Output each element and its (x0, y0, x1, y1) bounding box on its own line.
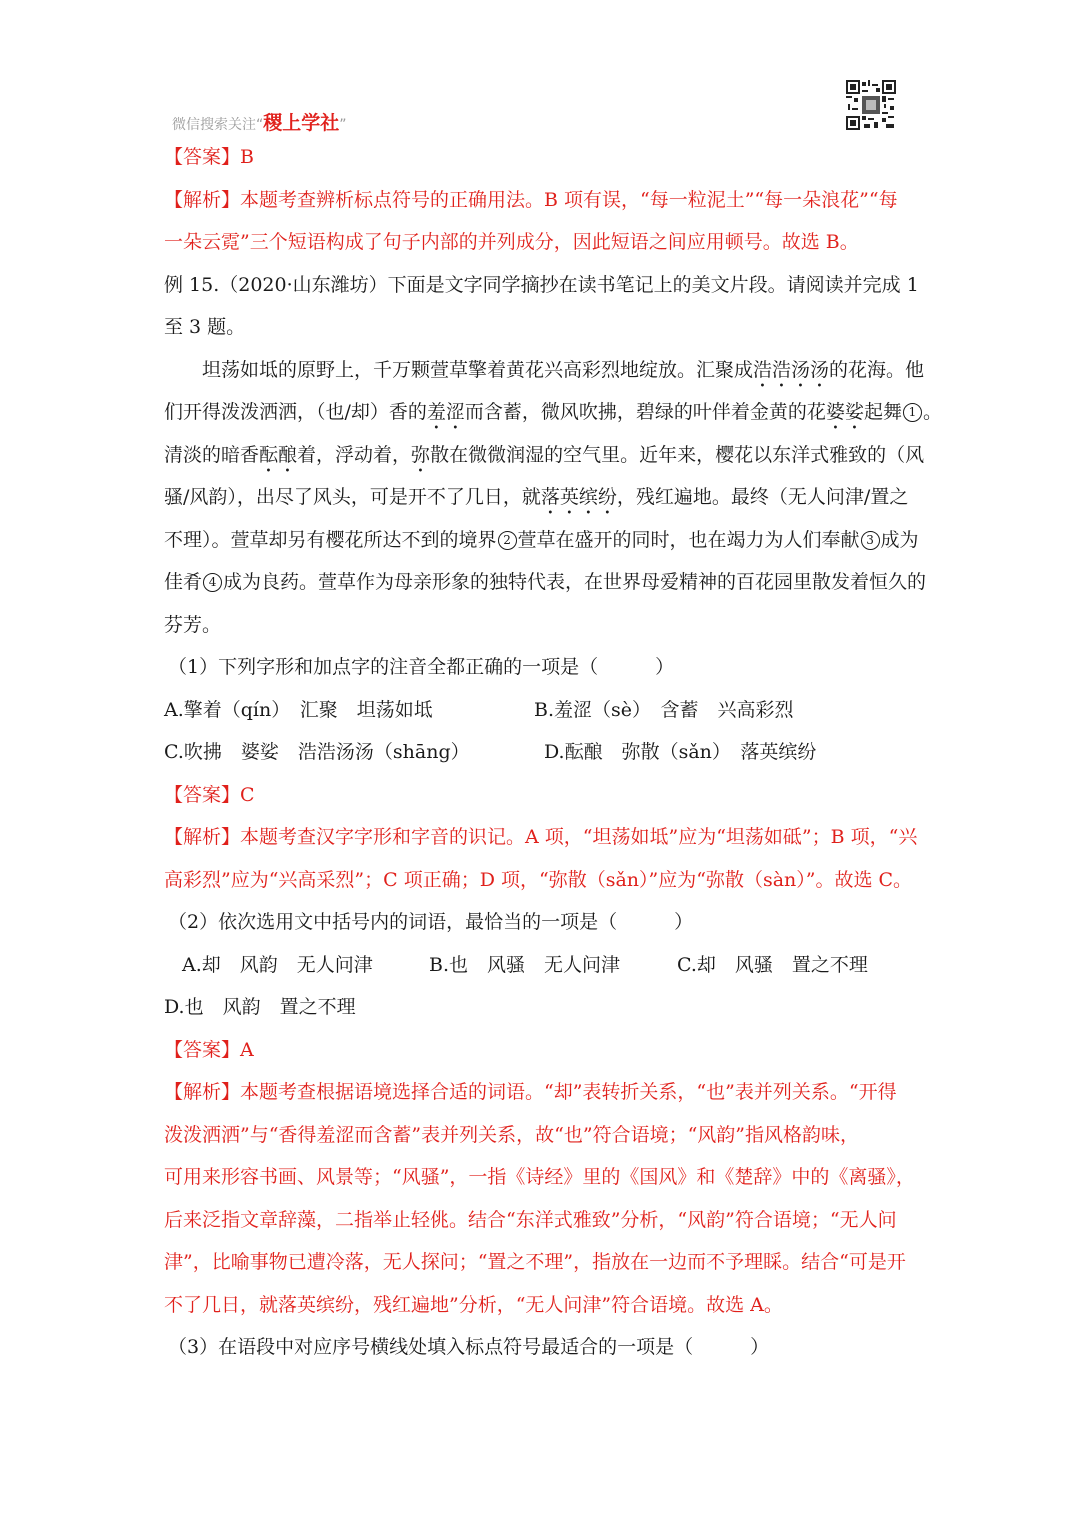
sub2-analysis-line-6: 不了几日，就落英缤纷，残红遍地”分析，“无人问津”符合语境。故选 A。 (164, 1293, 783, 1316)
sub1-analysis-line-2: 高彩烈”应为“兴高采烈”；C 项正确；D 项，“弥散（sǎn）”应为“弥散（sàn）”。故选 C。 (164, 868, 913, 891)
sub3-question: （3）在语段中对应序号横线处填入标点符号最适合的一项是（ ） (168, 1336, 770, 1358)
sub2-options-row-1 (164, 944, 924, 987)
passage-line-5 (164, 519, 924, 562)
dotted-word: 浩浩汤汤 (753, 358, 830, 381)
dotted-word: 酝酿 (259, 443, 298, 466)
sub1-question: （1）下列字形和加点字的注音全都正确的一项是（ ） (168, 656, 675, 678)
sub2-answer: 【答案】A (164, 1038, 254, 1061)
passage-text: 成为良药。萱草作为母亲形象的独特代表，在世界母爱精神的百花园里散发着恒久的 (223, 571, 927, 593)
sub2-option-b: B.也 风骚 无人问津 (429, 953, 621, 976)
passage-text: 清淡的暗香 (164, 443, 260, 466)
sub1-options-row-2 (164, 731, 924, 774)
page-header (172, 108, 347, 135)
sub2-question: （2）依次选用文中括号内的词语，最恰当的一项是（ ） (168, 911, 694, 933)
circled-number: 3 (861, 531, 880, 550)
passage-line-6 (164, 561, 927, 604)
sub2-analysis-line-2: 泼泼洒洒”与“香得羞涩而含蓄”表并列关系，故“也”符合语境；“风韵”指风格韵味， (164, 1123, 859, 1146)
passage-text: 着，浮动着， (297, 443, 412, 466)
dotted-word: 羞涩 (426, 401, 465, 423)
header-prefix: 微信搜索关注 (172, 117, 256, 133)
sub1-options-row-1 (164, 689, 924, 732)
q14-analysis-line-2: 一朵云霓”三个短语构成了句子内部的并列成分，因此短语之间应用顿号。故选 B。 (164, 231, 859, 253)
qr-code-icon (846, 80, 896, 130)
header-close-quote: ” (339, 117, 347, 133)
sub2-analysis-line-4: 后来泛指文章辞藻，二指举止轻佻。结合“东洋式雅致”分析，“风韵”符合语境；“无人问 (164, 1208, 897, 1231)
passage-text: 而含蓄，微风吹拂，碧绿的叶伴着金黄的花 (464, 401, 826, 423)
passage-text: 坦荡如坻的原野上，千万颗萱草擎着黄花兴高彩烈地绽放。汇聚成 (202, 358, 754, 381)
circled-number: 1 (903, 403, 922, 422)
sub1-analysis-line-1: 【解析】本题考查汉字字形和字音的识记。A 项，“坦荡如坻”应为“坦荡如砥”；B 项，“兴 (164, 826, 918, 848)
q15-intro-line-2: 至 3 题。 (164, 316, 246, 338)
sub2-option-c: C.却 风骚 置之不理 (677, 953, 868, 976)
passage-text: 。 (922, 401, 942, 423)
q14-analysis-line-1: 【解析】本题考查辨析标点符号的正确用法。B 项有误，“每一粒泥土”“每一朵浪花”“每 (164, 188, 898, 211)
q14-answer: 【答案】B (164, 146, 254, 168)
passage-text: 萱草在盛开的同时，也在竭力为人们奉献 (517, 528, 860, 551)
passage-text: 佳肴 (164, 571, 203, 593)
document-content (164, 136, 942, 1369)
passage-text: 起舞 (863, 401, 902, 423)
sub2-option-d: D.也 风韵 置之不理 (164, 996, 356, 1018)
header-brand: 稷上学社 (263, 112, 340, 134)
passage-text: 骚/风韵），出尽了风头，可是开不了几日，就 (164, 486, 541, 508)
sub1-option-b: B.羞涩（sè） 含蓄 兴高彩烈 (534, 698, 794, 721)
sub2-analysis-line-1: 【解析】本题考查根据语境选择合适的词语。“却”表转折关系，“也”表并列关系。“开得 (164, 1081, 897, 1103)
sub1-option-d: D.酝酿 弥散（sǎn） 落英缤纷 (544, 741, 817, 763)
passage-line-4 (164, 476, 924, 519)
dotted-word: 弥 (411, 443, 431, 466)
passage-text: 们开得泼泼洒洒，（也/却）香的 (164, 401, 427, 423)
passage-text: 成为 (880, 528, 919, 551)
sub2-analysis-line-3: 可用来形容书画、风景等；“风骚”，一指《诗经》里的《国风》和《楚辞》中的《离骚》， (164, 1166, 915, 1188)
sub2-analysis-line-5: 津”，比喻事物已遭冷落，无人探问；“置之不理”，指放在一边而不予理睬。结合“可是开 (164, 1251, 906, 1273)
dotted-word: 婆娑 (825, 401, 864, 423)
sub1-option-c: C.吹拂 婆娑 浩浩汤汤（shāng） (164, 741, 470, 763)
passage-line-2 (164, 391, 942, 434)
sub1-answer: 【答案】C (164, 783, 255, 806)
passage-text: 不理）。萱草却另有樱花所达不到的境界 (164, 528, 497, 551)
passage-line-3 (164, 434, 924, 477)
passage-line-1 (164, 349, 924, 392)
dotted-word: 落英缤纷 (540, 486, 617, 508)
header-open-quote: “ (256, 117, 264, 133)
passage-text: 的花海。他 (829, 358, 925, 381)
sub2-option-a: A.却 风韵 无人问津 (182, 953, 373, 976)
q15-intro-line-1: 例 15.（2020·山东潍坊）下面是文字同学摘抄在读书笔记上的美文片段。请阅读并完成 1 (164, 273, 919, 296)
passage-text: 散在微微润湿的空气里。近年来，樱花以东洋式雅致的（风 (430, 443, 925, 466)
passage-text: ，残红遍地。最终（无人问津/置之 (616, 486, 909, 508)
circled-number: 4 (203, 573, 222, 592)
passage-line-7: 芬芳。 (164, 613, 222, 636)
circled-number: 2 (498, 531, 517, 550)
sub1-option-a: A.擎着（qín） 汇聚 坦荡如坻 (164, 698, 433, 721)
